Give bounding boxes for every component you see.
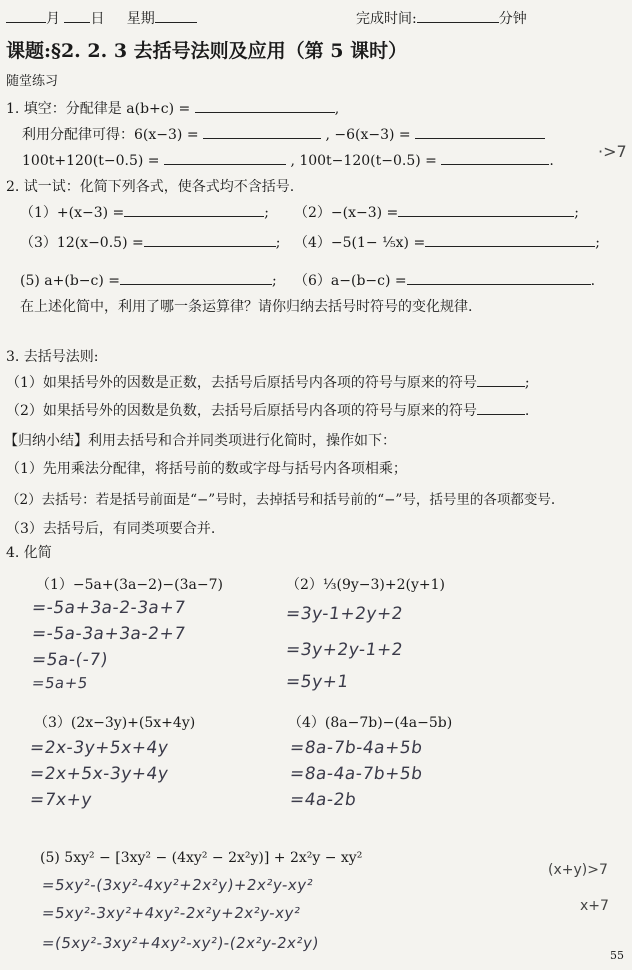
q2-item-3: （3）12(x−0.5) = ; [20,232,280,252]
q4-p5-work-3: =(5xy²-3xy²+4xy²-xy²)-(2x²y-2x²y) [40,934,321,952]
margin-mark-1: ·>7 [598,142,627,161]
q1-blank-1 [195,98,335,113]
q4-problem-4: （4）(8a−7b)−(4a−5b) [288,715,453,731]
q4-p4-work-1: =8a-7b-4a+5b [288,738,424,758]
minutes-label: 分钟 [498,11,527,27]
q4-p1-work-1: =-5a+3a-2-3a+7 [30,598,187,618]
header-date [6,8,197,28]
q4-p4-work-2: =8a-4a-7b+5b [288,764,424,784]
q1-blank-4 [164,150,286,165]
page-title: 课题:§2. 2. 3 去括号法则及应用（第 5 课时） [6,40,408,62]
q4-p2-work-1: =3y-1+2y+2 [284,604,405,624]
summary-step-3: （3）去括号后，有同类项要合并. [6,521,216,537]
q4-p3-work-2: =2x+5x-3y+4y [28,764,170,784]
q4-p3-work-1: =2x-3y+5x+4y [28,738,170,758]
q4-problem-5: (5) 5xy² − [3xy² − (4xy² − 2x²y)] + 2x²y − xy² [40,850,363,866]
q4-problem-3: （3）(2x−3y)+(5x+4y) [34,715,196,731]
q4-p3-work-3: =7x+y [28,790,94,810]
finish-time-label: 完成时间: [356,11,417,27]
q4-problem-2: （2）⅓(9y−3)+2(y+1) [286,577,445,593]
q2-item-2: （2）−(x−3) = ; [294,202,579,222]
q4-p1-work-3: =5a-(-7) [30,650,110,670]
q2-item-4: （4）−5(1− ⅕x) = ; [294,232,600,252]
q4-stem: 4. 化简 [6,545,52,561]
q1-blank-3 [415,124,545,139]
q4-p1-work-2: =-5a-3a+3a-2+7 [30,624,187,644]
q4-p2-work-3: =5y+1 [284,672,351,692]
q2-item-6: （6）a−(b−c) = . [294,270,595,290]
q1-blank-5 [441,150,549,165]
summary-intro: 【归纳小结】利用去括号和合并同类项进行化简时，操作如下： [4,433,396,449]
q2-item-5: (5) a+(b−c) = ; [20,270,277,289]
q1-line3: 100t+120(t−0.5) = , 100t−120(t−0.5) = . [22,150,554,169]
page-number: 55 [610,949,624,962]
q2-followup: 在上述化简中，利用了哪一条运算律？请你归纳去括号时符号的变化规律. [20,299,473,315]
summary-step-2: （2）去括号：若是括号前面是“−”号时，去掉括号和括号前的“−”号，括号里的各项都变号. [6,492,556,508]
q4-p5-work-2: =5xy²-3xy²+4xy²-2x²y+2x²y-xy² [40,904,302,922]
q1-line1: 1. 填空：分配律是 a(b+c) = , [6,98,339,118]
margin-mark-3: x+7 [580,898,609,914]
weekday-label: 星期 [126,11,155,27]
margin-mark-2: (x+y)>7 [548,862,608,878]
q1-line2: 利用分配律可得：6(x−3) = , −6(x−3) = [22,124,545,144]
header-finish-time [356,8,527,28]
month-label: 月 [46,11,60,27]
q3-rule-2: （2）如果括号外的因数是负数，去括号后原括号内各项的符号与原来的符号 . [6,400,529,420]
summary-step-1: （1）先用乘法分配律，将括号前的数或字母与括号内各项相乘； [6,461,407,477]
q4-problem-1: （1）−5a+(3a−2)−(3a−7) [36,577,223,593]
day-label: 日 [90,11,105,27]
q4-p4-work-3: =4a-2b [288,790,358,810]
q4-p1-work-4: =5a+5 [30,674,90,692]
q4-p2-work-2: =3y+2y-1+2 [284,640,405,660]
q3-stem: 3. 去括号法则: [6,349,99,365]
q2-stem: 2. 试一试：化简下列各式，使各式均不含括号. [6,179,295,195]
section-label: 随堂练习 [6,74,59,89]
q1-blank-2 [203,124,321,139]
q3-rule-1: （1）如果括号外的因数是正数，去括号后原括号内各项的符号与原来的符号 ; [6,372,530,392]
q2-item-1: （1）+(x−3) = ; [20,202,269,222]
q4-p5-work-1: =5xy²-(3xy²-4xy²+2x²y)+2x²y-xy² [40,876,315,894]
